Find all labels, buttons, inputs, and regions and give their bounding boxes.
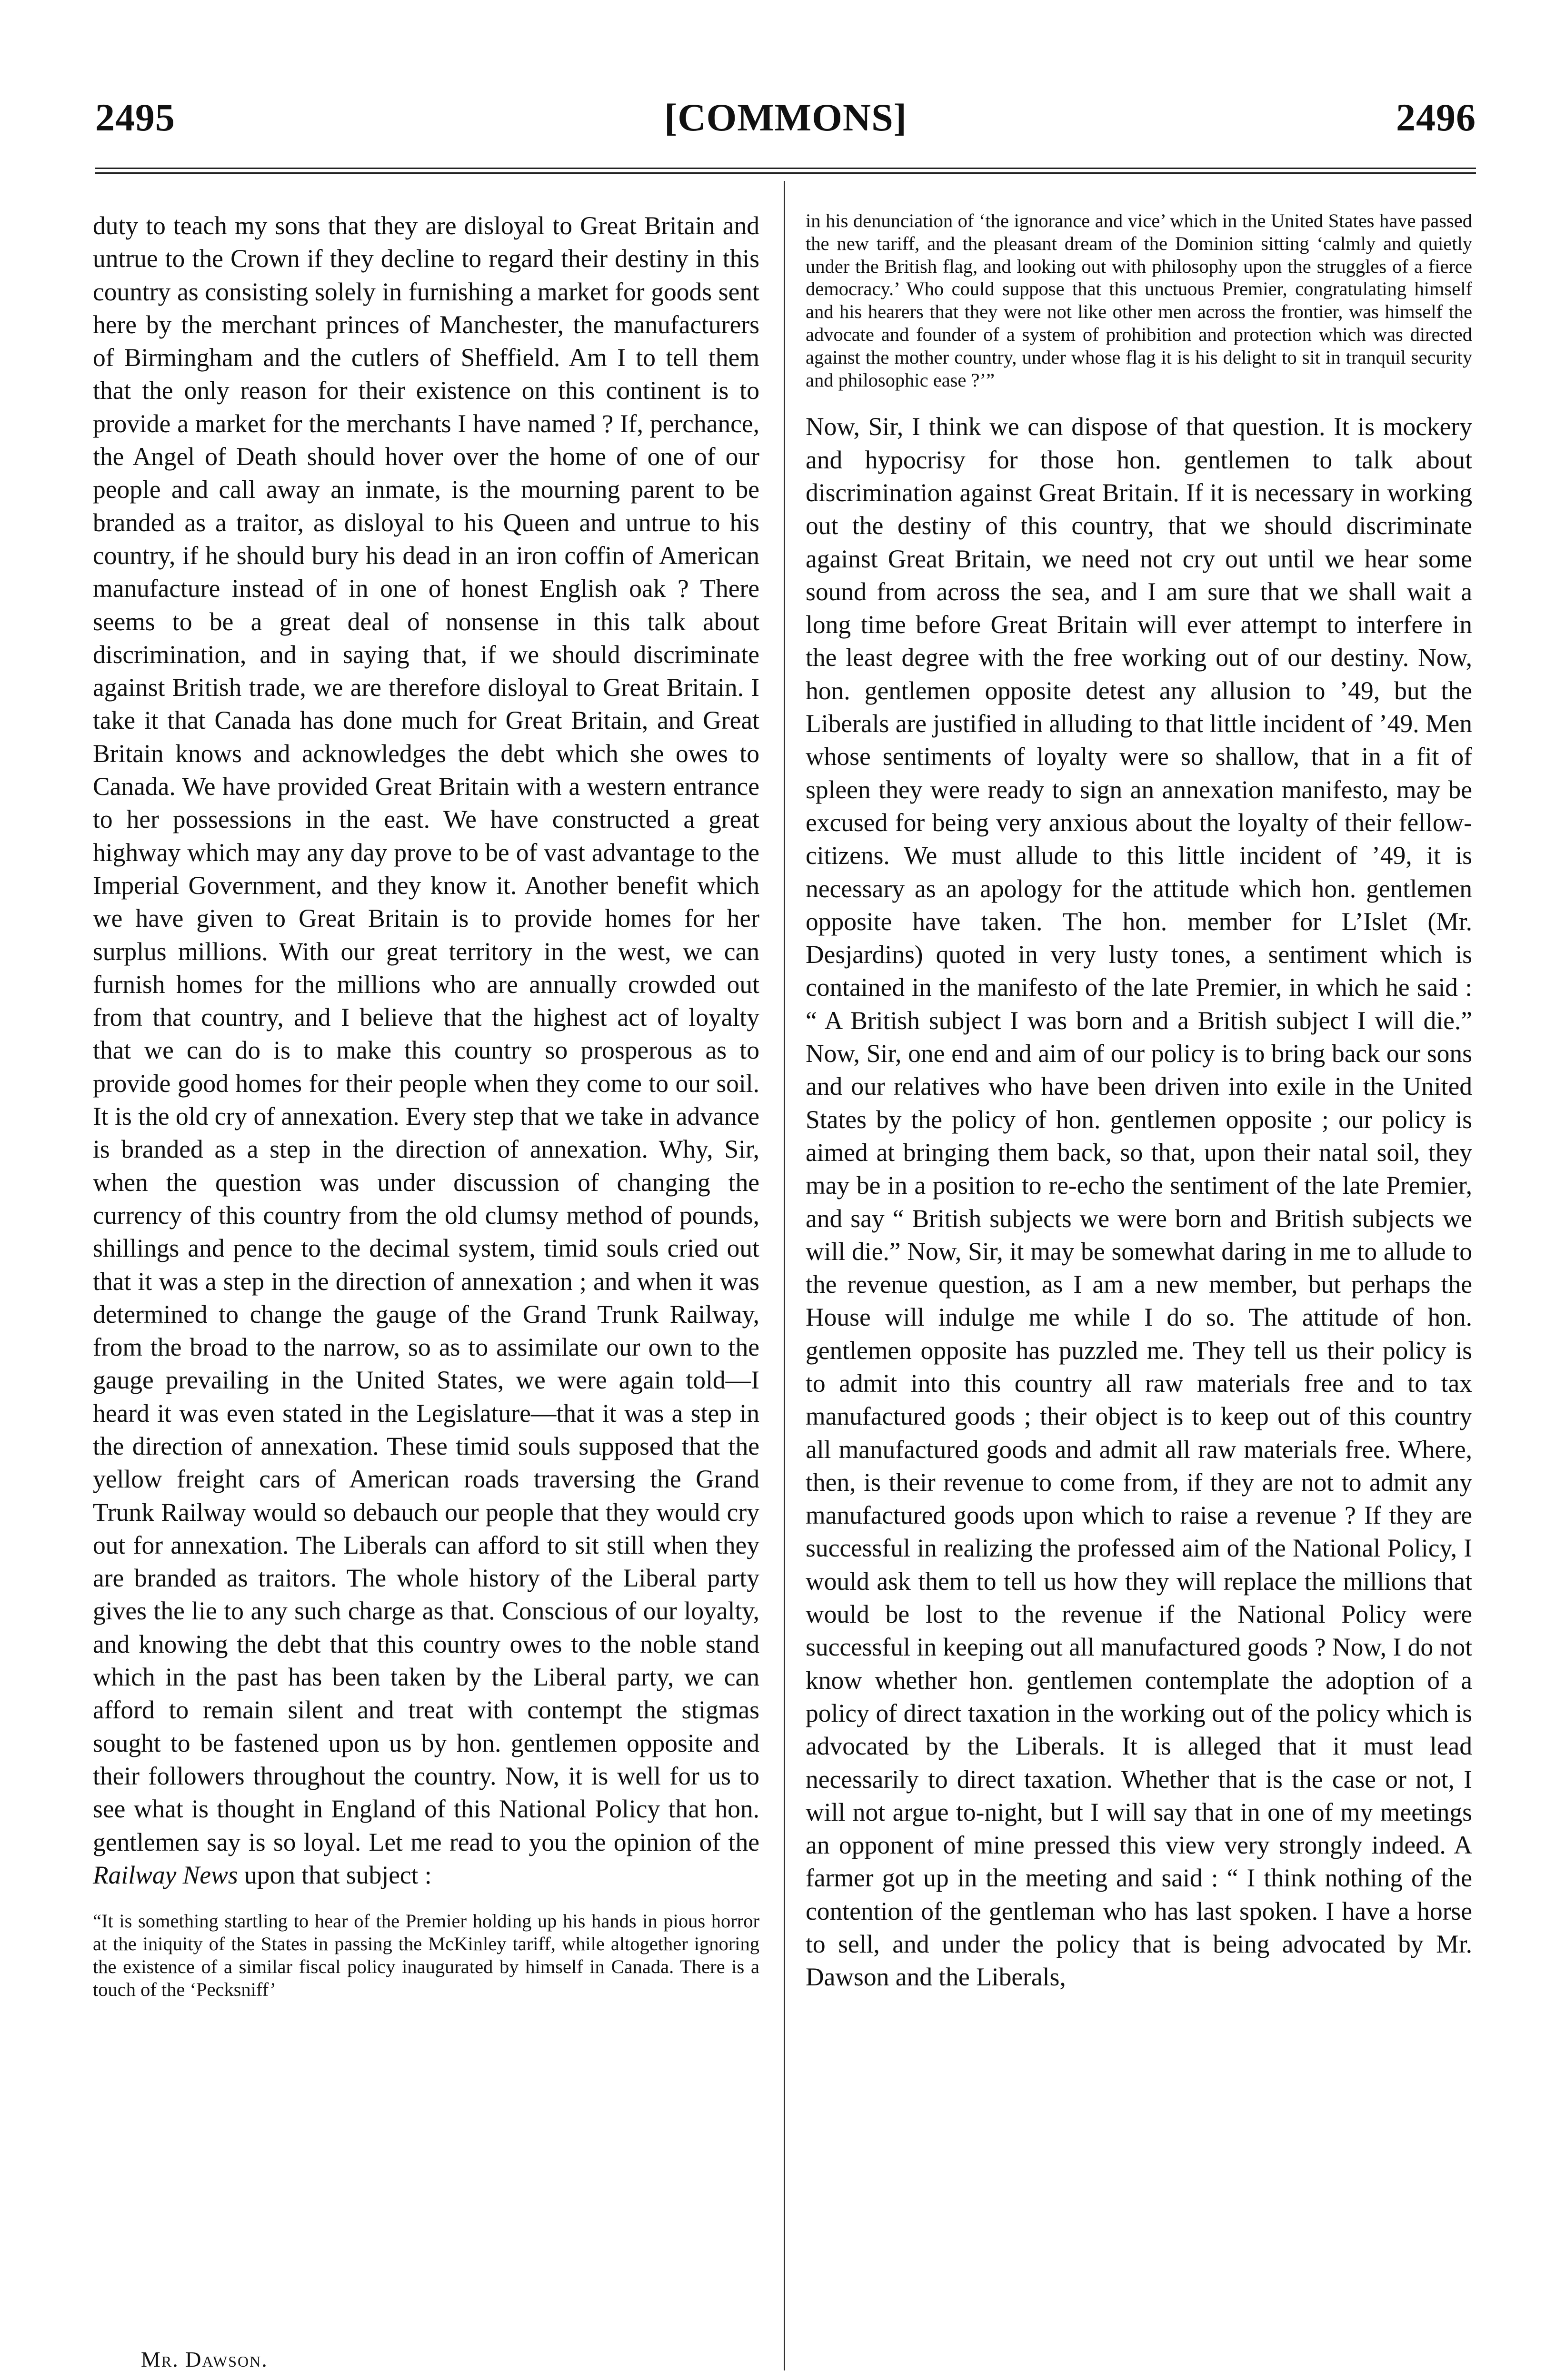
- left-page-number: 2495: [95, 96, 175, 139]
- right-column: [806, 209, 1472, 1994]
- header-title: [COMMONS]: [664, 96, 907, 139]
- quote-continued: in his denunciation of ‘the ignorance and vice’ which in the United States have passed the new tariff, and the pleasant dream of the Dominion sitting ‘calmly and quietly under the British flag, and looking out with philosophy upon the struggles of a fierce democracy.’ Who could suppose that this unctuous Premier, congratulating himself and his hearers that they were not like other men across the frontier, was himself the advocate and founder of a system of prohibition and protection which was directed against the mother country, under whose flag it is his delight to sit in tranquil security and philosophic ease ?’”: [806, 210, 1472, 391]
- quote-start: “It is something startling to hear of the Premier holding up his hands in pious horror at the iniquity of the States in passing the McKinley tariff, while altogether ignoring the existence of a similar fiscal policy inaugurated by himself in Canada. There is a touch of the ‘Pecksniff’: [93, 1910, 759, 2000]
- speaker-name: Mr. Dawson.: [141, 2347, 268, 2371]
- source-name: Railway News: [93, 1860, 238, 1889]
- right-column-paragraph: Now, Sir, I think we can dispose of that question. It is mockery and hypocrisy for those hon. gentlemen to talk about discrimination against Great Britain. If it is necessary in working out the destiny of this country, that we should discriminate against Great Britain, we need not cry out until we hear some sound from across the sea, and I am sure that we shall wait a long time before Great Britain will ever attempt to interfere in the least degree with the free working out of our destiny. Now, hon. gentlemen opposite detest any allusion to ’49, but the Liberals are justified in alluding to that little incident of ’49. Men whose sentiments of loyalty were so shallow, that in a fit of spleen they were ready to sign an annexation manifesto, may be excused for being very anxious about the loyalty of their fellow-citizens. We must allude to this little incident of ’49, it is necessary as an apology for the attitude which hon. gentlemen opposite have taken. The hon. member for L’Islet (Mr. Desjardins) quoted in very lusty tones, a sentiment which is contained in the manifesto of the late Premier, in which he said : “ A British subject I was born and a British subject I will die.” Now, Sir, one end and aim of our policy is to bring back our sons and our relatives who have been driven into exile in the United States by the policy of hon. gentlemen opposite ; our policy is aimed at bringing them back, so that, upon their natal soil, they may be in a position to re-echo the sentiment of the late Premier, and say “ British subjects we were born and British subjects we will die.” Now, Sir, it may be somewhat daring in me to allude to the revenue question, as I am a new member, but perhaps the House will indulge me while I do so. The attitude of hon. gentlemen opposite has puzzled me. They tell us their policy is to admit into this country all raw materials free and to tax manufactured goods ; their object is to keep out of this country all manufactured goods and admit all raw materials free. Where, then, is their revenue to come from, if they are not to admit any manufactured goods upon which to raise a revenue ? If they are successful in realizing the professed aim of the National Policy, I would ask them to tell us how they will replace the millions that would be lost to the revenue if the National Policy were successful in keeping out all manufactured goods ? Now, I do not know whether hon. gentlemen contemplate the adoption of a policy of direct taxation in the working out of the policy which is advocated by the Liberals. It is alleged that it must lead necessarily to direct taxation. Whether that is the case or not, I will not argue to-night, but I will say that in one of my meetings an opponent of mine pressed this view very strongly indeed. A farmer got up in the meeting and said : “ I think nothing of the contention of the gentleman who has last spoken. I have a horse to sell, and under the policy that is being advocated by Mr. Dawson and the Liberals,: [806, 412, 1472, 1992]
- column-divider: [784, 181, 785, 2370]
- header-rule-bottom: [95, 172, 1476, 174]
- left-column-paragraph: [93, 209, 759, 1892]
- left-paragraph-tail: upon that subject :: [244, 1860, 432, 1889]
- header-rule-top: [95, 168, 1476, 169]
- left-column: [93, 209, 759, 2001]
- left-paragraph-text: duty to teach my sons that they are disloyal to Great Britain and untrue to the Crown if they decline to regard their destiny in this country as consisting solely in furnishing a market for goods sent here by the merchant princes of Manchester, the manufacturers of Birmingham and the cutlers of Sheffield. Am I to tell them that the only reason for their existence on this continent is to provide a market for the merchants I have named ? If, perchance, the Angel of Death should hover over the home of one of our people and call away an inmate, is the mourning parent to be branded as a traitor, as disloyal to his Queen and untrue to his country, if he should bury his dead in an iron coffin of American manufacture instead of in one of honest English oak ? There seems to be a great deal of nonsense in this talk about discrimination, and in saying that, if we should discriminate against British trade, we are therefore disloyal to Great Britain. I take it that Canada has done much for Great Britain, and Great Britain knows and acknowledges the debt which she owes to Canada. We have provided Great Britain with a western entrance to her possessions in the east. We have constructed a great highway which may any day prove to be of vast advantage to the Imperial Government, and they know it. Another benefit which we have given to Great Britain is to provide homes for her surplus millions. With our great territory in the west, we can furnish homes for the millions who are annually crowded out from that country, and I believe that the highest act of loyalty that we can do is to make this country so prosperous as to provide good homes for their people when they come to our soil. It is the old cry of annexation. Every step that we take in advance is branded as a step in the direction of annexation. Why, Sir, when the question was under discussion of changing the currency of this country from the old clumsy method of pounds, shillings and pence to the decimal system, timid souls cried out that it was a step in the direction of annexation ; and when it was determined to change the gauge of the Grand Trunk Railway, from the broad to the narrow, so as to assimilate our own to the gauge prevailing in the United States, we were again told—I heard it was even stated in the Legislature—that it was a step in the direction of annexation. These timid souls supposed that the yellow freight cars of American roads traversing the Grand Trunk Railway would so debauch our people that they would cry out for annexation. The Liberals can afford to sit still when they are branded as traitors. The whole history of the Liberal party gives the lie to any such charge as that. Conscious of our loyalty, and knowing the debt that this country owes to the noble stand which in the past has been taken by the Liberal party, we can afford to remain silent and treat with contempt the stigmas sought to be fastened upon us by hon. gentlemen opposite and their followers throughout the country. Now, it is well for us to see what is thought in England of this National Policy that hon. gentlemen say is so loyal. Let me read to you the opinion of the: [93, 211, 759, 1856]
- right-page-number: 2496: [1396, 96, 1476, 139]
- page-header: [95, 95, 1476, 152]
